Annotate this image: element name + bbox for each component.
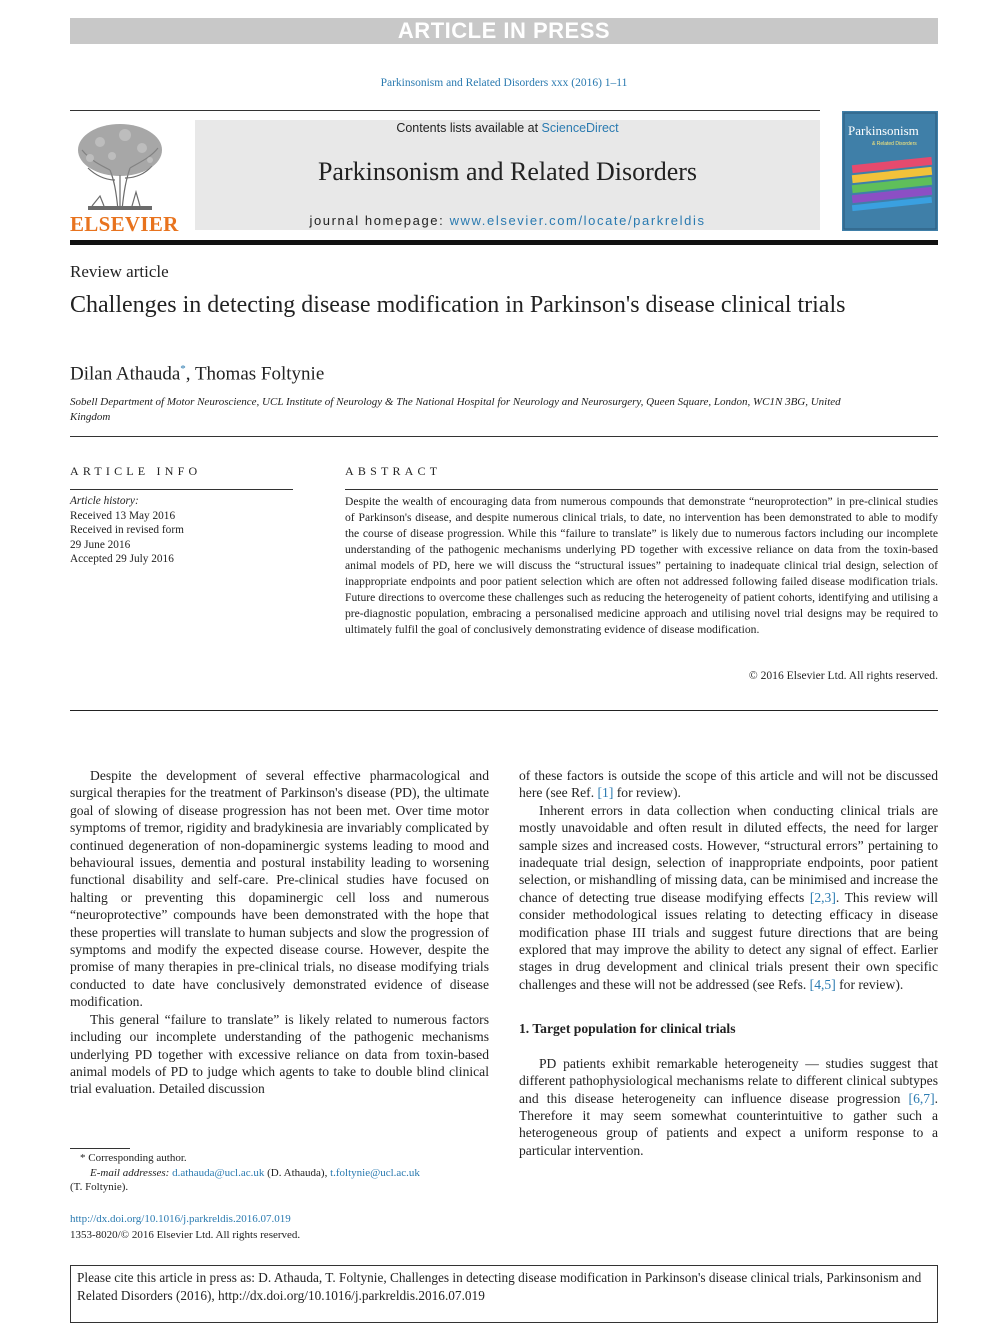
contents-line: [195, 121, 820, 135]
article-title: Challenges in detecting disease modification in Parkinson's disease clinical trials: [70, 292, 846, 318]
email-owner: (T. Foltynie).: [70, 1181, 129, 1194]
abstract-rule: [345, 489, 938, 490]
body-text: PD patients exhibit remarkable heterogeneity — studies suggest that different pathophysiological mechanisms relate to different clinical subtypes and this disease heterogeneity can influence disease progression: [519, 1055, 938, 1106]
body-paragraph: [519, 1055, 938, 1159]
journal-homepage-line: [195, 213, 820, 228]
body-text: . This review will consider methodological issues relating to detecting efficacy in disease modification phase III trials and suggest future directions that are being explored that may improve the ability to detect any signal of effect. Earlier stages in drug development and clinical trials present their own specific challenges and these will not be addressed (see Refs.: [519, 889, 938, 992]
body-text: for review).: [835, 976, 904, 992]
sciencedirect-link[interactable]: ScienceDirect: [541, 121, 619, 135]
elsevier-wordmark: ELSEVIER: [70, 212, 179, 236]
author-2: Thomas Foltynie: [194, 363, 325, 385]
header-rule: [70, 110, 820, 111]
body-paragraph: Despite the development of several effective pharmacological and surgical therapies for the treatment of Parkinson's disease (PD), the ultimate goal of slowing of disease progression has not been met. Over time motor symptoms of tremor, rigidity and bradykinesia are invariably complicated by continued degeneration of non-dopaminergic systems leading to mood and behavioural issues, dementia and postural instability leading to worsening functional disability and self-care. Pre-clinical studies have focused on halting or preventing this dopaminergic cell loss and numerous “neuroprotective” compounds have been demonstrated with the hope that these properties will translate to human subjects and slow the progression of symptoms and modify the expected disease course. However, despite the promise of many therapies in pre-clinical trials, no disease modifying trials conducted to date have conclusively demonstrated evidence of disease modification.: [70, 768, 489, 1010]
title-rule: [70, 436, 938, 437]
revised-label: Received in revised form: [70, 524, 184, 537]
article-info-heading: ARTICLE INFO: [70, 464, 202, 478]
body-text: Inherent errors in data collection when conducting clinical trials are mostly unavoidable and often result in diluted effects, the need for larger sample sizes and increased costs. However, “structural errors” pertaining to inadequate trial design, selection of inappropriate endpoints, poor patient selection, or mishandling of missing data, can be minimised and increase the chance of detecting true disease modifying effects: [519, 802, 938, 905]
author-separator: ,: [185, 363, 195, 385]
article-in-press-banner: ARTICLE IN PRESS: [70, 18, 938, 44]
revised-date: 29 June 2016: [70, 538, 131, 551]
history-label: Article history:: [70, 495, 139, 507]
received-date: Received 13 May 2016: [70, 509, 176, 522]
body-left-column: [70, 767, 489, 1098]
reference-link[interactable]: [6,7]: [908, 1090, 935, 1106]
body-text: . Therefore it may seem somewhat counterintuitive to gather such a heterogeneous group of patients and expect a uniform response to a particular intervention.: [519, 1090, 938, 1158]
body-text: of these factors is outside the scope of this article and will not be discussed here (see Ref.: [519, 768, 938, 801]
author-1: Dilan Athauda: [70, 363, 181, 385]
body-paragraph: [519, 767, 938, 802]
article-type: Review article: [70, 262, 169, 281]
footnote-mark: *: [80, 1152, 86, 1164]
footnote: [70, 1151, 489, 1195]
article-info-rule: [70, 489, 293, 490]
author-list: [70, 363, 324, 385]
body-text: for review).: [613, 785, 681, 801]
homepage-link[interactable]: www.elsevier.com/locate/parkreldis: [449, 213, 706, 228]
affiliation: Sobell Department of Motor Neuroscience, UCL Institute of Neurology & The National Hospital for Neurology and Neurosurgery, Queen Square, London, WC1N 3BG, United Kingdom: [70, 396, 841, 423]
abstract-copyright: © 2016 Elsevier Ltd. All rights reserved.: [748, 669, 938, 682]
doi-block: [70, 1211, 300, 1243]
accepted-date: Accepted 29 July 2016: [70, 553, 174, 566]
section-heading: 1. Target population for clinical trials: [519, 1021, 736, 1037]
doi-link[interactable]: http://dx.doi.org/10.1016/j.parkreldis.2016.07.019: [70, 1213, 291, 1225]
reference-link[interactable]: [2,3]: [809, 889, 836, 905]
article-history: [70, 494, 184, 567]
body-paragraph: [519, 802, 938, 993]
citation-box: [70, 1265, 938, 1323]
email-link-athauda[interactable]: d.athauda@ucl.ac.uk: [172, 1166, 265, 1179]
abstract-bottom-rule: [70, 710, 938, 711]
email-owner: (D. Athauda),: [267, 1166, 328, 1179]
citation-text: Please cite this article in press as: D. Athauda, T. Foltynie, Challenges in detecting disease modification in Parkinson's disease clinical trials, Parkinsonism and Related Disorders (2016), http://dx.doi.org/10.1016/j.parkreldis.2016.07.019: [77, 1270, 922, 1303]
journal-cover-thumbnail[interactable]: [842, 111, 938, 231]
contents-prefix: Contents lists available at: [396, 121, 542, 135]
body-right-column: [519, 767, 938, 1159]
corresponding-author-note: Corresponding author.: [88, 1152, 187, 1164]
body-paragraph: This general “failure to translate” is likely related to numerous factors including our incomplete understanding of the pathogenic mechanisms underlying PD together with excessive reliance on data from toxin-based animal models of PD to judge which agents to take to double blind clinical trial evaluation. Detailed discussion: [70, 1011, 489, 1097]
abstract-text: Despite the wealth of encouraging data from numerous compounds that demonstrate “neuroprotection” in pre-clinical studies of Parkinson's disease, and despite numerous clinical trials, to date, no intervention has been demonstrated to able to modify the course of disease progression. While this “failure to translate” is likely due to numerous factors including our incomplete understanding of the pathogenic mechanisms underlying PD together with excessive reliance on data from the toxin-based animal models of PD, here we will discuss the “structural issues” pertaining to inadequate clinical trial design, selection of inappropriate endpoints and poor patient selection which are often not addressed following failed disease modification trials. Future directions to overcome these challenges such as reducing the heterogeneity of patient cohorts, identifying and utilising a pre-diagnostic population, embracing a personalised medicine approach and utilising novel trial designs may be required to ultimately fulfil the goal of conclusively demonstrating evidence of disease modification.: [345, 495, 938, 636]
homepage-prefix: journal homepage:: [309, 213, 450, 228]
cover-title: Parkinsonism: [848, 123, 919, 138]
email-label: E-mail addresses:: [90, 1166, 170, 1179]
email-link-foltynie[interactable]: t.foltynie@ucl.ac.uk: [330, 1166, 420, 1179]
reference-link[interactable]: [4,5]: [809, 976, 836, 992]
issn-copyright: 1353-8020/© 2016 Elsevier Ltd. All rights reserved.: [70, 1229, 301, 1241]
journal-reference[interactable]: Parkinsonism and Related Disorders xxx (2016) 1–11: [380, 77, 628, 89]
abstract-heading: ABSTRACT: [345, 464, 442, 478]
cover-subtitle: & Related Disorders: [872, 141, 917, 147]
journal-title: Parkinsonism and Related Disorders: [317, 157, 698, 186]
header-thick-rule: [70, 240, 938, 245]
reference-link[interactable]: [1]: [597, 785, 614, 801]
footnote-rule: [70, 1148, 130, 1149]
corresponding-author-mark[interactable]: *: [180, 363, 186, 375]
